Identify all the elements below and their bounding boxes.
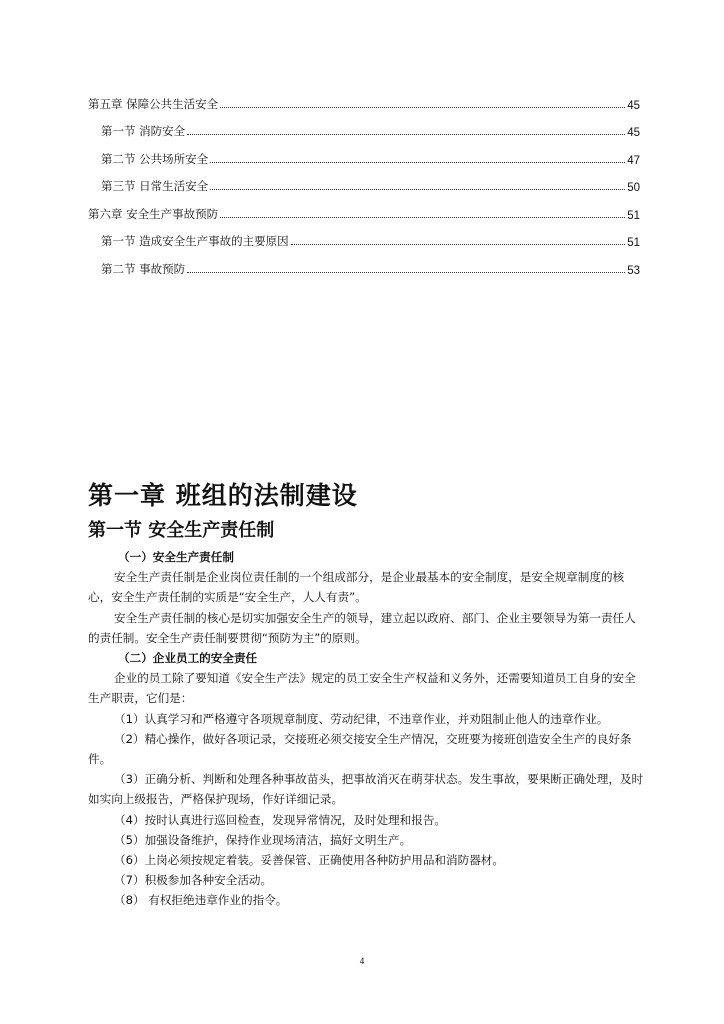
table-of-contents	[88, 84, 640, 277]
subheading: （一）安全生产责任制	[118, 550, 234, 564]
toc-entry[interactable]	[88, 249, 640, 277]
toc-leader-dots	[220, 107, 625, 108]
toc-page-number: 45	[627, 99, 640, 112]
toc-label: 第三节 日常生活安全	[101, 179, 209, 193]
toc-entry[interactable]	[88, 194, 640, 222]
list-item: （3）正确分析、判断和处理各种事故苗头，把事故消灭在萌芽状态。发生事故，要果断正确处理，及时如实向上级报告，严格保护现场，作好详细记录。	[88, 772, 644, 807]
toc-entry[interactable]	[88, 139, 640, 167]
chapter-title: 第一章 班组的法制建设	[88, 481, 358, 510]
toc-entry[interactable]	[88, 167, 640, 195]
toc-page-number: 45	[627, 127, 640, 139]
toc-label: 第一节 消防安全	[101, 124, 186, 138]
page-number: 4	[359, 956, 365, 966]
toc-label: 第二节 事故预防	[101, 261, 186, 276]
toc-entry[interactable]	[88, 84, 640, 112]
toc-leader-dots	[187, 134, 625, 135]
list-item: （4）按时认真进行巡回检查，发现异常情况，及时处理和报告。	[114, 812, 447, 827]
toc-leader-dots	[220, 217, 625, 218]
list-item: （1）认真学习和严格遵守各项规章制度、劳动纪律，不违章作业，并劝阻制止他人的违章作业。	[114, 711, 609, 726]
toc-page-number: 53	[627, 264, 640, 277]
body-text	[88, 547, 646, 911]
toc-page-number: 51	[627, 237, 640, 249]
list-item: （5）加强设备维护，保持作业现场清洁，搞好文明生产。	[114, 832, 412, 847]
paragraph: 安全生产责任制是企业岗位责任制的一个组成部分，是企业最基本的安全制度，是安全规章制度的核心，安全生产责任制的实质是“安全生产，人人有责”。	[88, 570, 625, 605]
toc-page-number: 51	[627, 209, 640, 222]
toc-entry[interactable]	[88, 222, 640, 250]
list-item: （8） 有权拒绝违章作业的指令。	[114, 893, 288, 908]
toc-page-number: 47	[627, 154, 640, 167]
toc-leader-dots	[187, 272, 625, 273]
toc-leader-dots	[210, 189, 625, 190]
paragraph: 安全生产责任制的核心是切实加强安全生产的领导，建立起以政府、部门、企业主要领导为第一责任人的责任制。安全生产责任制要贯彻“预防为主”的原则。	[88, 610, 636, 645]
toc-page-number: 50	[627, 182, 640, 194]
list-item: （6）上岗必须按规定着装。妥善保管、正确使用各种防护用品和消防器材。	[114, 853, 504, 868]
subheading: （二）企业员工的安全责任	[118, 651, 258, 666]
toc-label: 第六章 安全生产事故预防	[88, 206, 219, 221]
list-item: （7）积极参加各种安全活动。	[114, 873, 273, 888]
toc-entry[interactable]	[88, 112, 640, 140]
toc-label: 第五章 保障公共生活安全	[88, 96, 219, 111]
list-item: （2）精心操作，做好各项记录，交接班必须交接安全生产情况，交班要为接班创造安全生产的良好条件。	[88, 731, 632, 767]
paragraph: 企业的员工除了要知道《安全生产法》规定的员工安全生产权益和义务外，还需要知道员工自身的安全生产职责，它们是：	[88, 671, 636, 706]
toc-leader-dots	[291, 244, 626, 245]
toc-leader-dots	[210, 162, 625, 163]
toc-label: 第二节 公共场所安全	[101, 151, 209, 166]
section-title: 第一节 安全生产责任制	[88, 520, 275, 541]
toc-label: 第一节 造成安全生产事故的主要原因	[101, 234, 289, 248]
